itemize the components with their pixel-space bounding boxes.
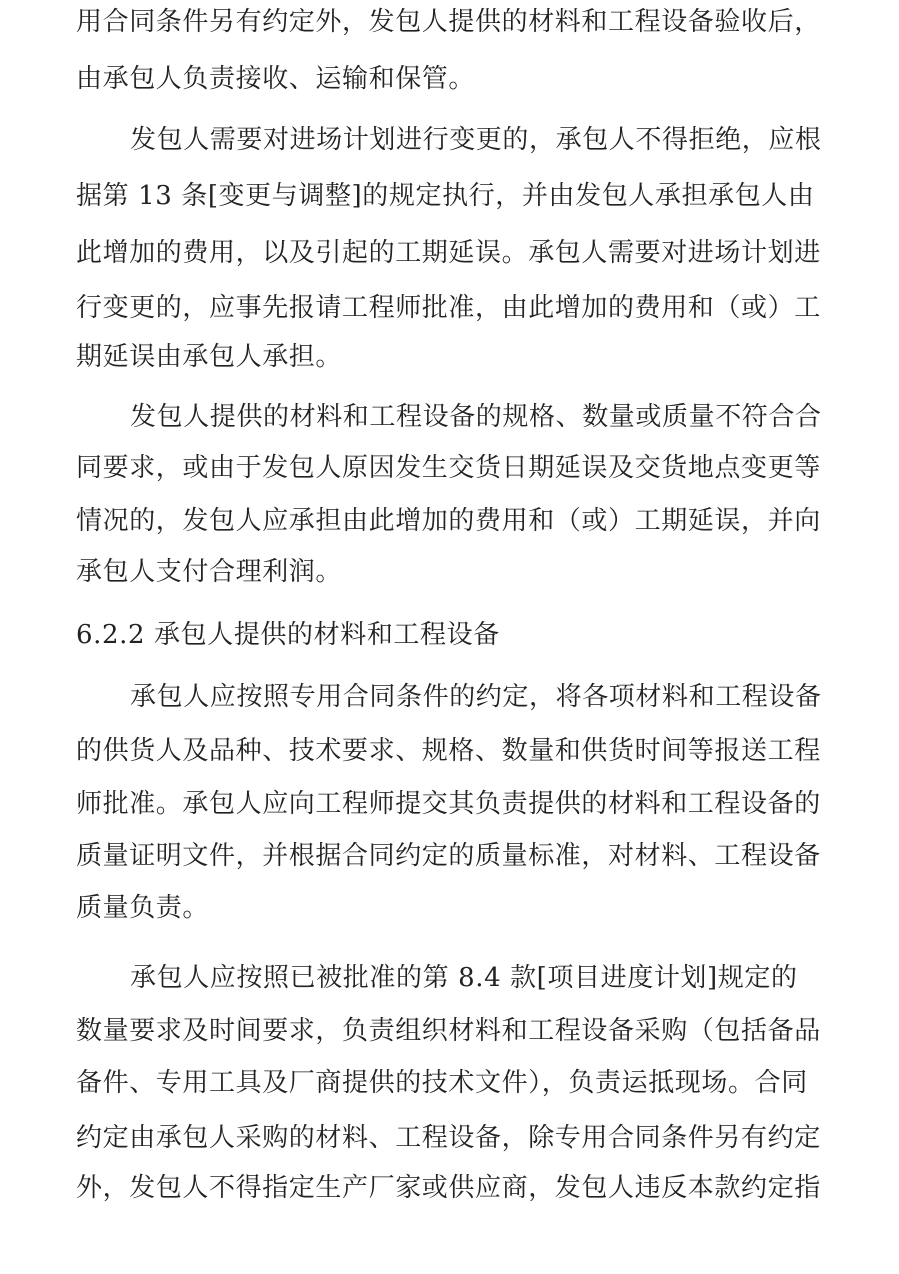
- paragraph-1-line-3: 此增加的费用，以及引起的工期延误。承包人需要对进场计划进: [76, 238, 821, 268]
- paragraph-0-line-2: 由承包人负责接收、运输和保管。: [76, 64, 476, 94]
- paragraph-1-line-4: 行变更的，应事先报请工程师批准，由此增加的费用和（或）工: [76, 293, 821, 323]
- paragraph-2-line-2: 同要求，或由于发包人原因发生交货日期延误及交货地点变更等: [76, 453, 821, 483]
- paragraph-2-line-3: 情况的，发包人应承担由此增加的费用和（或）工期延误，并向: [76, 506, 821, 536]
- paragraph-4-line-4: 约定由承包人采购的材料、工程设备，除专用合同条件另有约定: [76, 1123, 821, 1153]
- paragraph-4-line-5: 外，发包人不得指定生产厂家或供应商，发包人违反本款约定指: [76, 1173, 821, 1203]
- paragraph-1-line-2: 据第 13 条[变更与调整]的规定执行，并由发包人承担承包人由: [76, 181, 815, 211]
- paragraph-3-line-1: 承包人应按照专用合同条件的约定，将各项材料和工程设备: [130, 682, 822, 712]
- paragraph-4-line-1: 承包人应按照已被批准的第 8.4 款[项目进度计划]规定的: [130, 963, 798, 993]
- paragraph-2-line-1: 发包人提供的材料和工程设备的规格、数量或质量不符合合: [130, 402, 822, 432]
- paragraph-3-line-3: 师批准。承包人应向工程师提交其负责提供的材料和工程设备的: [76, 789, 821, 819]
- paragraph-1-line-5: 期延误由承包人承担。: [76, 342, 343, 372]
- paragraph-4-line-3: 备件、专用工具及厂商提供的技术文件），负责运抵现场。合同: [76, 1068, 808, 1098]
- paragraph-2-line-4: 承包人支付合理利润。: [76, 557, 343, 587]
- paragraph-1-line-1: 发包人需要对进场计划进行变更的，承包人不得拒绝，应根: [130, 125, 822, 155]
- paragraph-3-line-2: 的供货人及品种、技术要求、规格、数量和供货时间等报送工程: [76, 736, 821, 766]
- paragraph-3-line-4: 质量证明文件，并根据合同约定的质量标准，对材料、工程设备: [76, 841, 821, 871]
- paragraph-4-line-2: 数量要求及时间要求，负责组织材料和工程设备采购（包括备品: [76, 1016, 821, 1046]
- section-heading-6-2-2: 6.2.2 承包人提供的材料和工程设备: [76, 620, 500, 650]
- paragraph-3-line-5: 质量负责。: [76, 893, 210, 923]
- paragraph-0-line-1: 用合同条件另有约定外，发包人提供的材料和工程设备验收后，: [76, 7, 821, 37]
